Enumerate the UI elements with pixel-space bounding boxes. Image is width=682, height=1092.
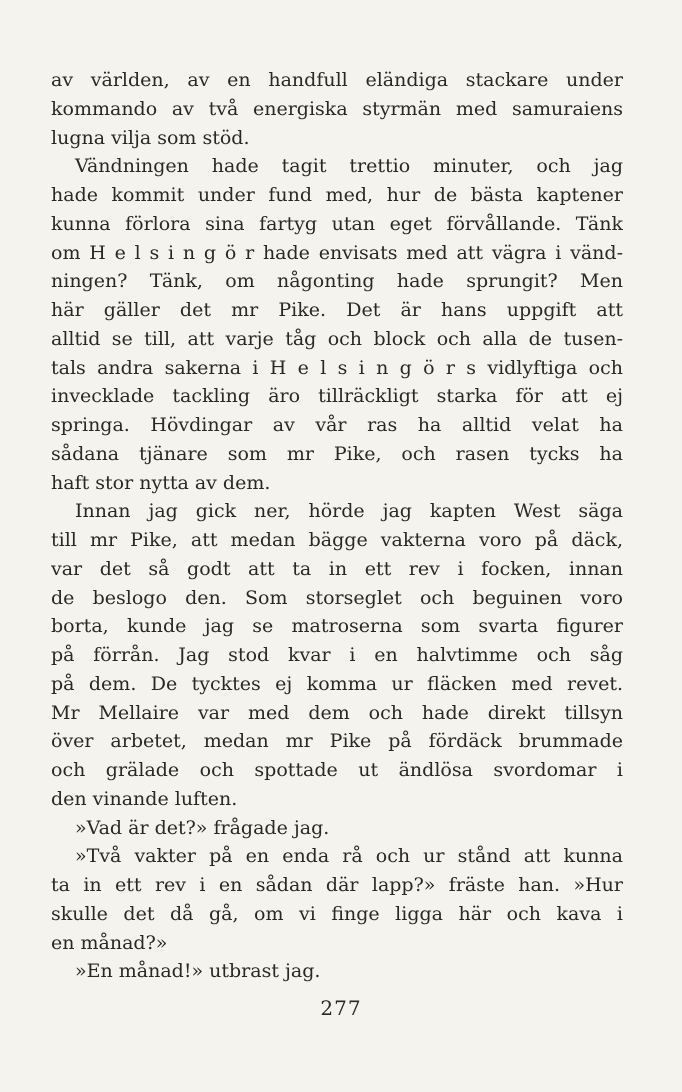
text-line: var det så godt att ta in ett rev i focken, innan [51, 557, 623, 580]
text-line: lugna vilja som stöd. [51, 126, 250, 149]
text-line: av världen, av en handfull eländiga stackare under [51, 69, 623, 91]
text-line: alltid se till, att varje tåg och block och alla de tusen- [51, 327, 623, 350]
text-line: om H e l s i n g ö r hade envisats med att vägra i vänd- [51, 241, 623, 264]
text-line: »Vad är det?» frågade jag. [75, 816, 330, 839]
text-line: Innan jag gick ner, hörde jag kapten West säga [75, 500, 623, 523]
text-line: skulle det då gå, om vi finge ligga här och kava i [51, 902, 623, 925]
text-line: på förrån. Jag stod kvar i en halvtimme och såg [51, 644, 623, 666]
text-line: den vinande luften. [51, 787, 238, 810]
text-line: Vändningen hade tagit trettio minuter, och jag [75, 155, 623, 178]
text-line: haft stor nytta av dem. [51, 471, 271, 494]
page-text [51, 66, 623, 986]
text-line: över arbetet, medan mr Pike på fördäck brummade [51, 730, 623, 753]
text-line: de beslogo den. Som storseglet och beguinen voro [51, 586, 623, 609]
text-line: invecklade tackling äro tillräckligt starka för att ej [51, 385, 623, 408]
text-line: ningen? Tänk, om någonting hade sprungit? Men [51, 270, 623, 293]
page-number: 277 [320, 996, 362, 1020]
text-line: tals andra sakerna i H e l s i n g ö r s vidlyftiga och [51, 356, 623, 379]
text-line: till mr Pike, att medan bägge vakterna voro på däck, [51, 529, 623, 551]
text-line: kunna förlora sina fartyg utan eget förvållande. Tänk [51, 212, 623, 235]
text-line: och grälade och spottade ut ändlösa svordomar i [51, 759, 623, 781]
text-line: en månad?» [51, 931, 168, 954]
text-line: sådana tjänare som mr Pike, och rasen tycks ha [51, 442, 623, 465]
text-line: »Två vakter på en enda rå och ur stånd att kunna [75, 845, 623, 868]
text-line: kommando av två energiska styrmän med samuraiens [51, 97, 623, 120]
text-line: hade kommit under fund med, hur de bästa kaptener [51, 184, 623, 206]
text-line: på dem. De tycktes ej komma ur fläcken med revet. [51, 672, 623, 695]
text-line: Mr Mellaire var med dem och hade direkt tillsyn [51, 701, 623, 724]
text-line: springa. Hövdingar av vår ras ha alltid velat ha [51, 414, 623, 436]
text-line: ta in ett rev i en sådan där lapp?» fräste han. »Hur [51, 874, 623, 896]
text-line: här gäller det mr Pike. Det är hans uppgift att [51, 299, 623, 321]
text-line: »En månad!» utbrast jag. [75, 960, 321, 983]
text-line: borta, kunde jag se matroserna som svarta figurer [51, 615, 623, 638]
